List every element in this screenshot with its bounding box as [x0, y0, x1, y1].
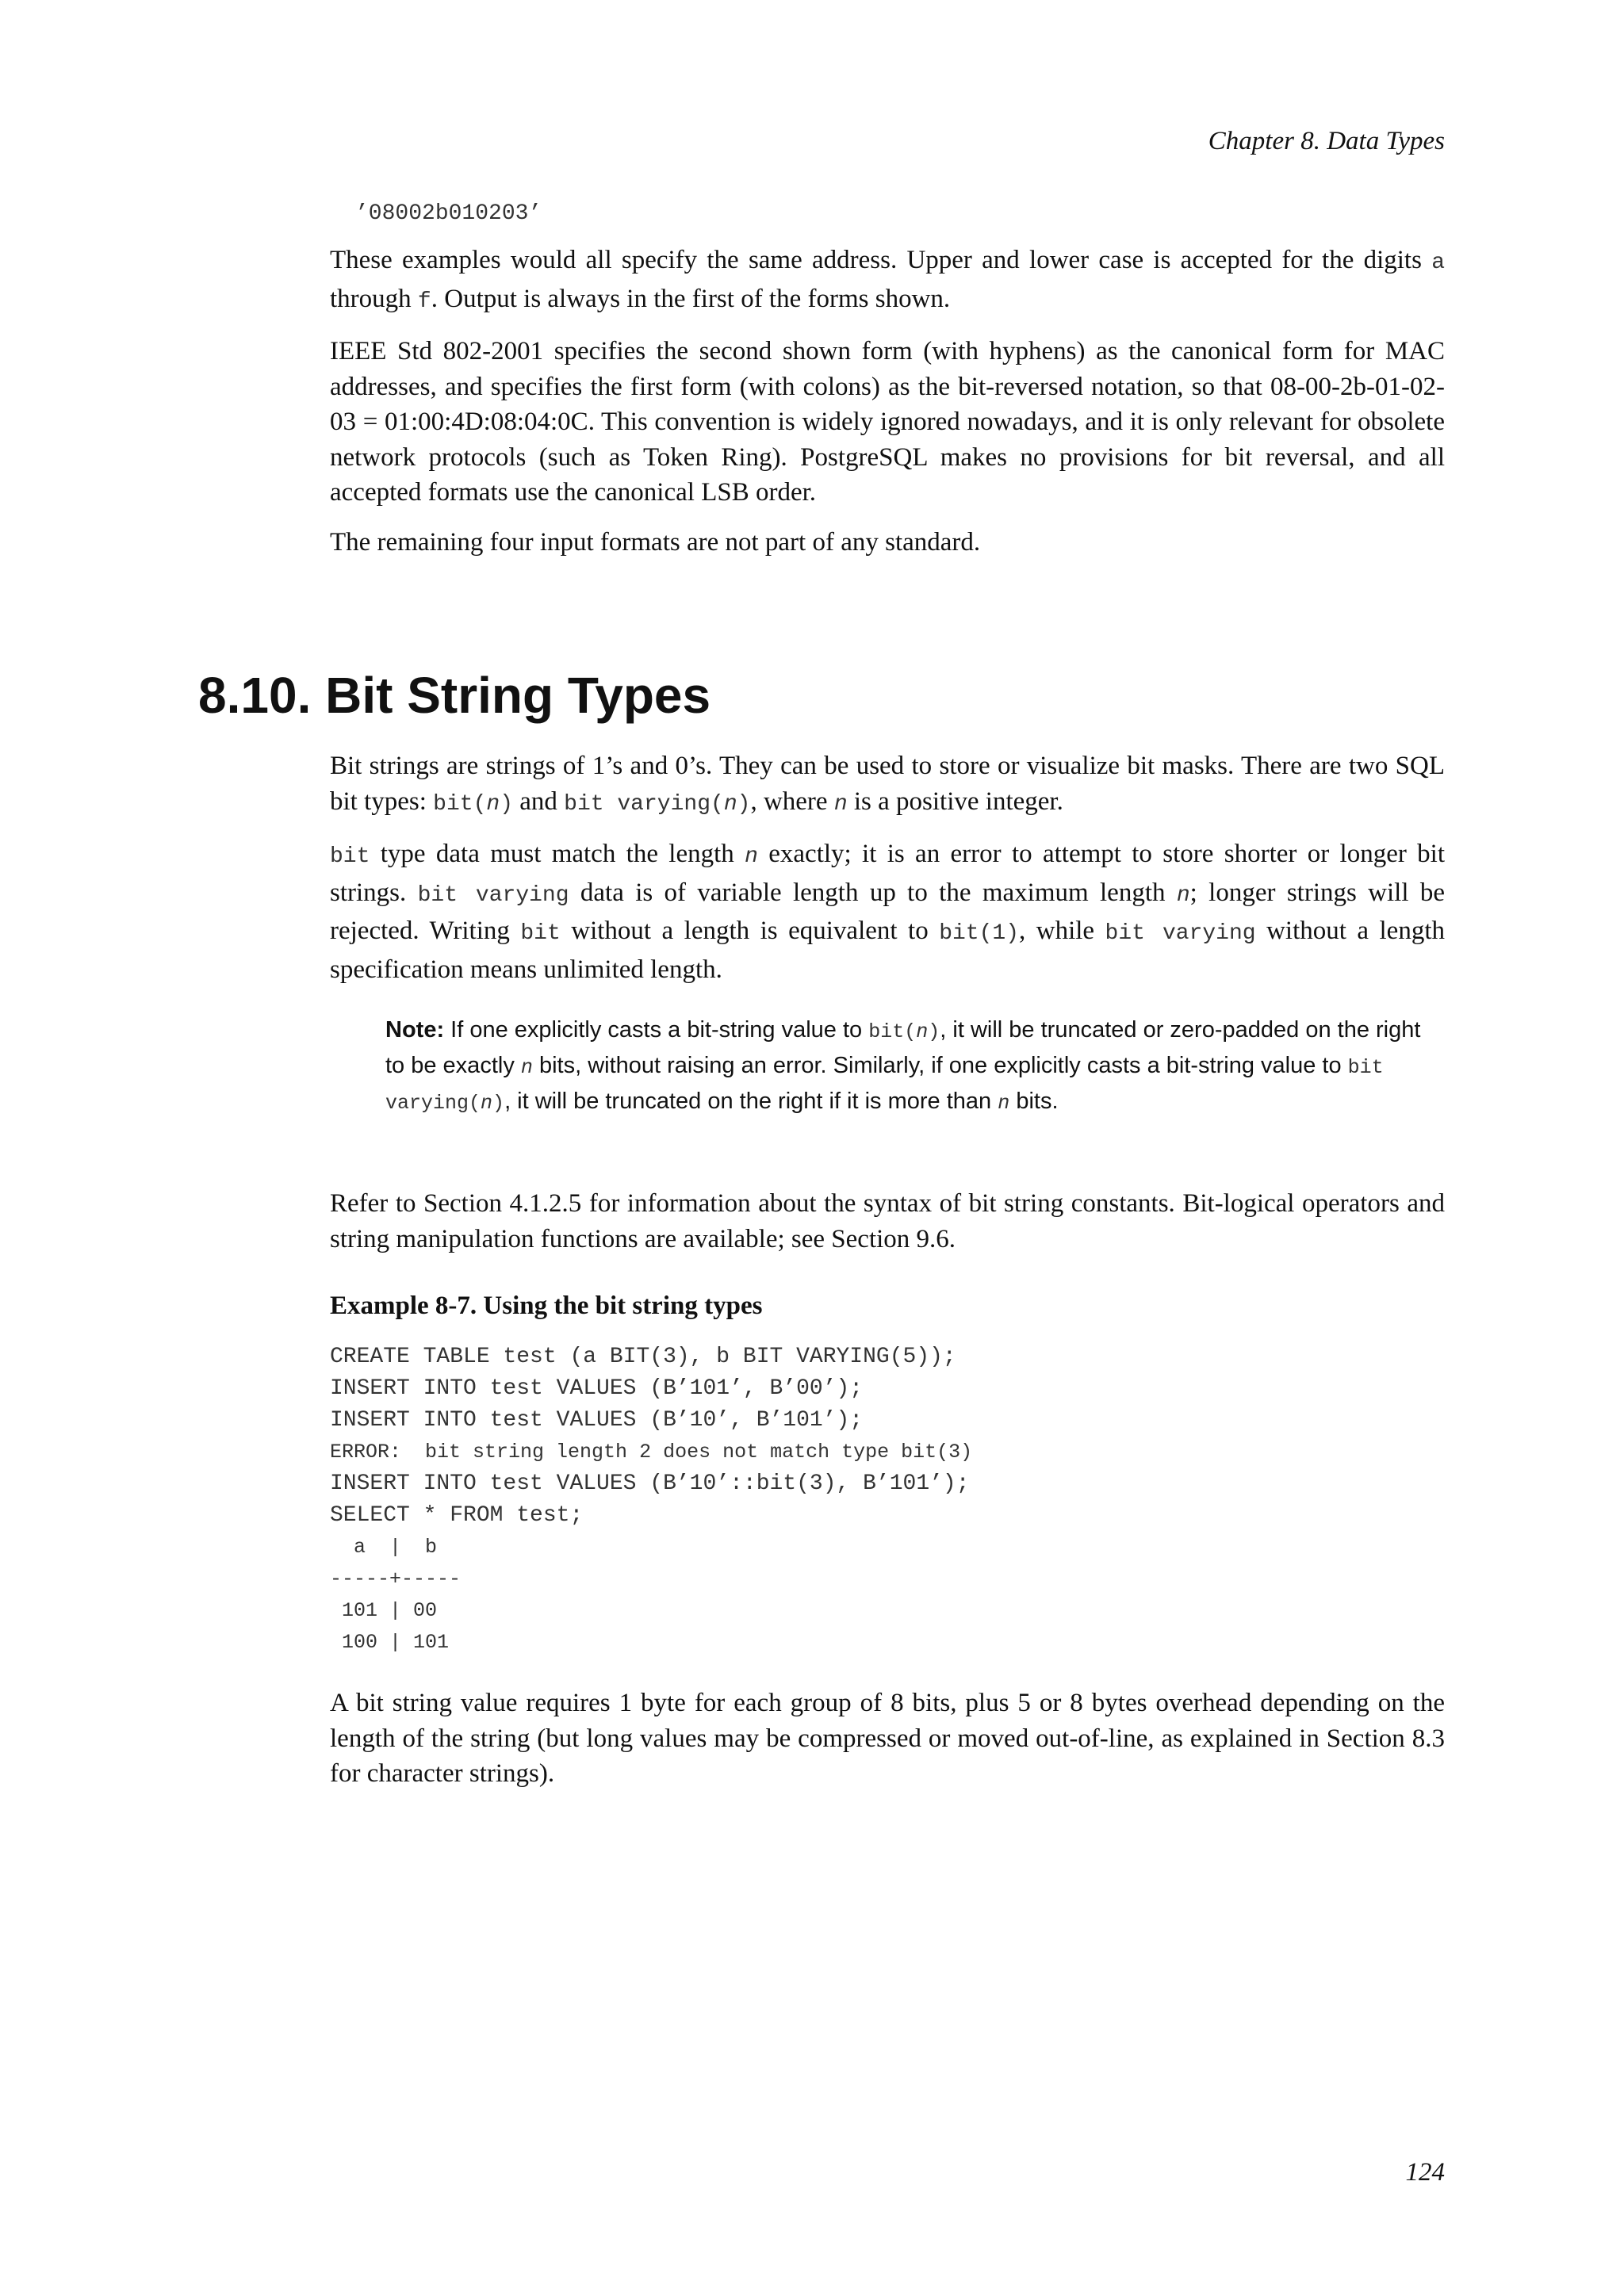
code-line: a | b — [330, 1536, 438, 1559]
section-title: 8.10. Bit String Types — [198, 667, 711, 724]
code-line: ERROR: bit string length 2 does not match type bit(3) — [330, 1441, 973, 1464]
code-line: SELECT * FROM test; — [330, 1503, 584, 1528]
section-intro — [330, 748, 1445, 1001]
example-code-block — [330, 1341, 1445, 1659]
top-block — [330, 198, 1445, 574]
code-line: INSERT INTO test VALUES (B’10’, B’101’); — [330, 1408, 864, 1433]
paragraph-bit-length: bit type data must match the length n exactly; it is an error to attempt to store shorter or longer bit strings. bit varying data is of variable length up to the maximum length n; longer strings will be rejected. Writing bit without a length is equivalent to bit(1), while bit varying without a length specification means unlimited length. — [330, 840, 1445, 984]
code-line: INSERT INTO test VALUES (B’101’, B’00’); — [330, 1376, 864, 1401]
running-header: Chapter 8. Data Types — [1208, 127, 1445, 155]
paragraph-storage: A bit string value requires 1 byte for each group of 8 bits, plus 5 or 8 bytes overhead depending on the length of the string (but long values may be compressed or moved out-of-line, as explained in Section 8.3 for character strings). — [330, 1689, 1445, 1788]
mac-code-example: ’08002b010203’ — [355, 201, 542, 226]
code-line: 100 | 101 — [330, 1631, 450, 1654]
note-label: Note: — [385, 1017, 445, 1043]
example-title: Example 8-7. Using the bit string types — [330, 1292, 763, 1320]
note-box: Note: If one explicitly casts a bit-string value to bit(n), it will be truncated or zero-padded on the right to be exactly n bits, without raising an error. Similarly, if one explicitly casts a bit-string value to bit varying(n), it will be truncated on the right if it is more than n bits. — [385, 1017, 1421, 1115]
code-line: INSERT INTO test VALUES (B’10’::bit(3), B’101’); — [330, 1471, 970, 1496]
paragraph-remaining: The remaining four input formats are not part of any standard. — [330, 527, 981, 557]
paragraph-ieee: IEEE Std 802-2001 specifies the second shown form (with hyphens) as the canonical form for MAC addresses, and specifies the first form (with colons) as the bit-reversed notation, so that 08-00-2b-01-02-03 = 01:00:4D:08:04:0C. This convention is widely ignored nowadays, and it is only relevant for obsolete network protocols (such as Token Ring). PostgreSQL makes no provisions for bit reversal, and all accepted formats use the canonical LSB order. — [330, 337, 1445, 507]
paragraph-bit-strings: Bit strings are strings of 1’s and 0’s. They can be used to store or visualize bit masks. There are two SQL bit types: bit(n) and bit varying(n), where n is a positive integer. — [330, 752, 1445, 817]
paragraph-case: These examples would all specify the same address. Upper and lower case is accepted for the digits a through f. Output is always in the first of the forms shown. — [330, 246, 1445, 314]
page-number: 124 — [1405, 2158, 1445, 2187]
section-body — [330, 1186, 1445, 1806]
code-line: CREATE TABLE test (a BIT(3), b BIT VARYING(5)); — [330, 1345, 956, 1369]
paragraph-refer: Refer to Section 4.1.2.5 for information about the syntax of bit string constants. Bit-logical operators and string manipulation functions are available; see Section 9.6. — [330, 1189, 1445, 1253]
code-line: -----+----- — [330, 1567, 462, 1590]
code-line: 101 | 00 — [330, 1599, 438, 1622]
